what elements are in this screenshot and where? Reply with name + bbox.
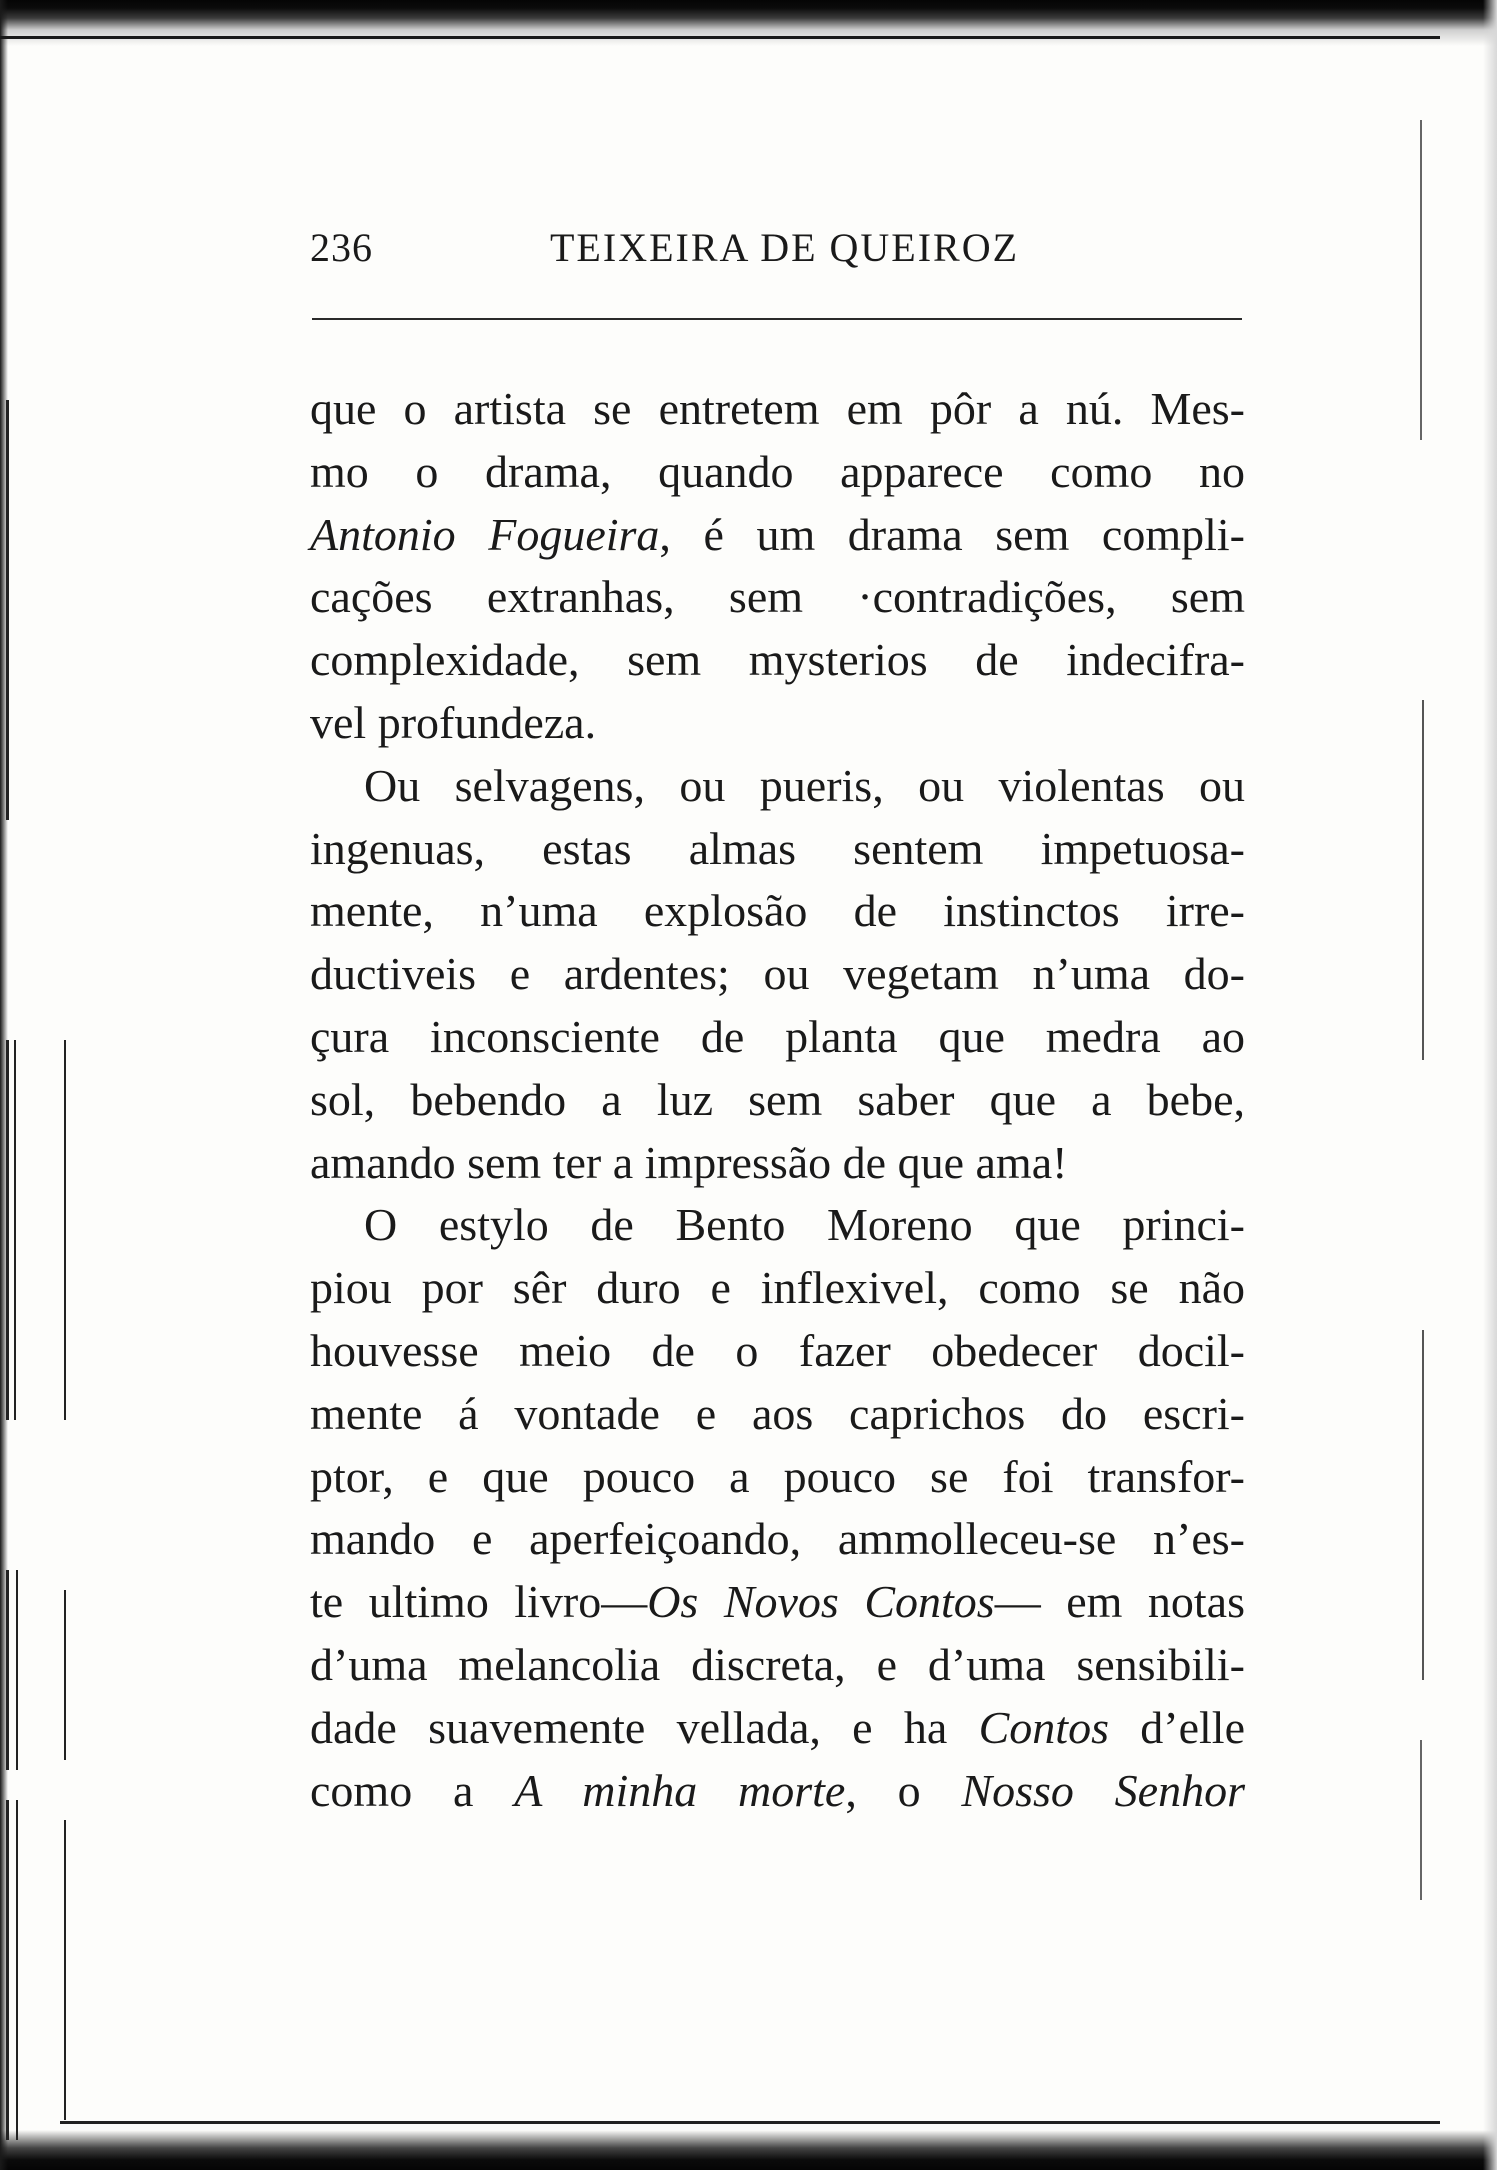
text-line	[310, 1571, 1245, 1634]
italic-title: A minha morte	[514, 1764, 846, 1816]
text-line: çura inconsciente de planta que medra ao	[310, 1010, 1245, 1062]
binding-line	[64, 1820, 66, 2120]
binding-line	[6, 1570, 9, 1770]
binding-line	[64, 1040, 66, 1420]
text-line: ptor, e que pouco a pouco se foi transfor-	[310, 1450, 1245, 1502]
body-text	[310, 378, 1245, 1822]
binding-line	[6, 1040, 9, 1420]
text-line: mando e aperfeiçoando, ammolleceu-se n’es-	[310, 1513, 1245, 1565]
text-run: d’elle	[1108, 1701, 1245, 1753]
text-line: d’uma melancolia discreta, e d’uma sensibili-	[310, 1638, 1245, 1690]
text-line: houvesse meio de o fazer obedecer docil-	[310, 1324, 1245, 1376]
margin-line	[1422, 1330, 1424, 1680]
text-line	[310, 1760, 1245, 1823]
binding-line	[16, 1570, 18, 1770]
text-run: — em notas	[994, 1576, 1246, 1628]
binding-line	[6, 1800, 9, 2140]
text-line: piou por sêr duro e inflexivel, como se não	[310, 1262, 1245, 1314]
text-line: cações extranhas, sem ·contradições, sem	[310, 571, 1245, 623]
text-line: que o artista se entretem em pôr a nú. Mes-	[310, 383, 1245, 434]
binding-line	[6, 400, 9, 820]
scan-edge-top-line	[0, 36, 1440, 39]
text-line: Ou selvagens, ou pueris, ou violentas ou	[364, 759, 1245, 811]
italic-title: Contos	[978, 1701, 1109, 1753]
running-header	[310, 224, 1240, 276]
text-line: sol, bebendo a luz sem saber que a bebe,	[310, 1073, 1245, 1125]
binding-line	[16, 1800, 18, 2140]
text-line: vel profundeza.	[310, 696, 597, 748]
scan-edge-bottom-line	[60, 2121, 1440, 2124]
text-line: complexidade, sem mysterios de indecifra-	[310, 634, 1245, 686]
binding-line	[14, 1040, 16, 1420]
text-run: te ultimo livro—	[310, 1576, 648, 1628]
text-run: dade suavemente vellada, e ha	[310, 1701, 979, 1753]
text-line: amando sem ter a impressão de que ama!	[310, 1136, 1068, 1188]
text-run: , o	[845, 1764, 962, 1816]
text-line	[310, 1697, 1245, 1760]
text-line: ingenuas, estas almas sentem impetuosa-	[310, 822, 1245, 874]
text-line	[310, 504, 1245, 567]
text-line: mo o drama, quando apparece como no	[310, 445, 1245, 497]
text-line: ductiveis e ardentes; ou vegetam n’uma do-	[310, 948, 1245, 1000]
text-run: como a	[310, 1764, 515, 1816]
italic-title: Antonio Fogueira	[310, 508, 660, 560]
text-line: O estylo de Bento Moreno que princi-	[364, 1199, 1245, 1251]
text-line: mente, n’uma explosão de instinctos irre-	[310, 885, 1245, 937]
margin-line	[1422, 700, 1424, 1060]
italic-title: Os Novos Contos	[647, 1576, 995, 1628]
scan-edge-bottom	[0, 2130, 1497, 2170]
margin-line	[1420, 120, 1422, 440]
binding-line	[64, 1590, 66, 1760]
scan-edge-top	[0, 0, 1497, 46]
scan-edge-right	[1483, 0, 1497, 2170]
running-title: TEIXEIRA DE QUEIROZ	[550, 225, 1020, 270]
header-rule	[312, 318, 1242, 320]
page-number: 236	[310, 225, 373, 270]
italic-title: Nosso Senhor	[961, 1764, 1245, 1816]
margin-line	[1420, 1740, 1422, 1900]
text-line: mente á vontade e aos caprichos do escri-	[310, 1387, 1245, 1439]
text-run: , é um drama sem compli-	[659, 508, 1245, 560]
